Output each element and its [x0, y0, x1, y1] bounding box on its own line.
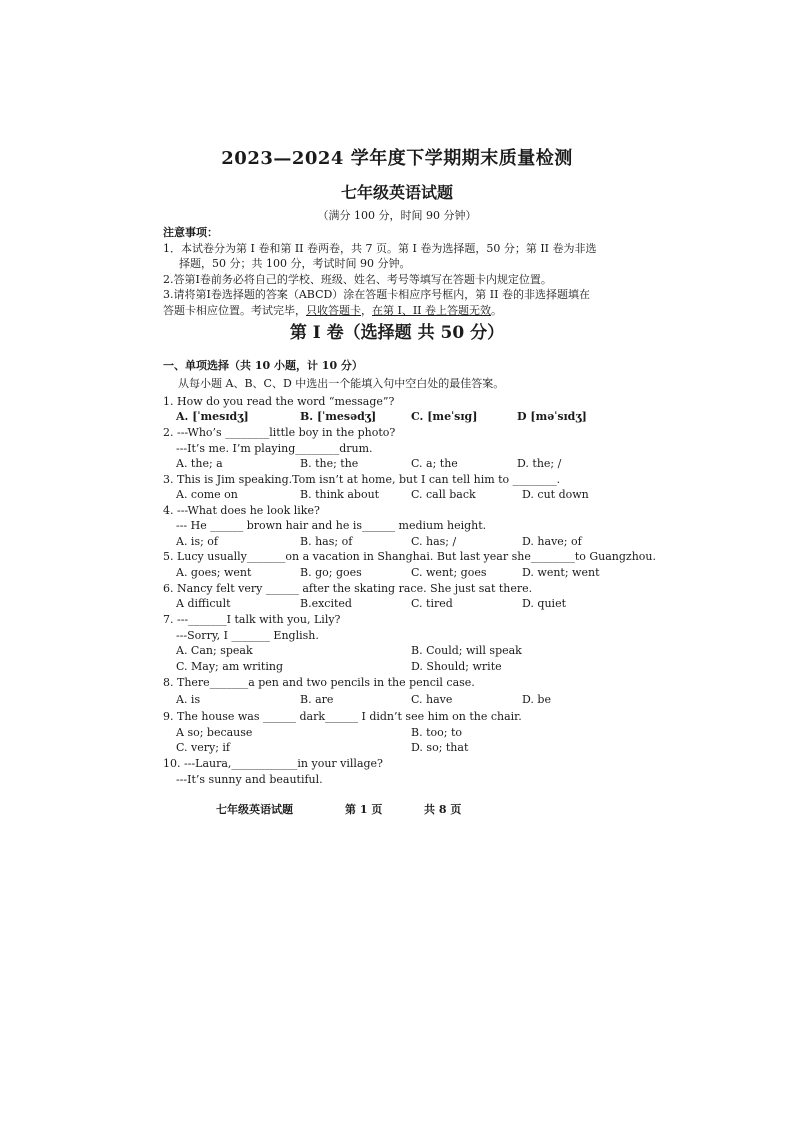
- q1-option-b: B. [ˈmesədʒ]: [300, 410, 377, 423]
- q6-option-d: D. quiet: [522, 597, 566, 610]
- notes-underlined-text: 只收答题卡: [306, 303, 361, 317]
- q9-option-c: C. very; if: [176, 741, 231, 754]
- notes-block: [163, 225, 623, 318]
- q1-option-d: D [məˈsɪdʒ]: [517, 410, 587, 423]
- question-6: 6. Nancy felt very ______ after the skating race. She just sat there.: [163, 582, 533, 595]
- q6-option-b: B.excited: [300, 597, 352, 610]
- q2-option-d: D. the; /: [517, 457, 562, 470]
- question-10-line-2: ---It’s sunny and beautiful.: [176, 773, 323, 786]
- q7-option-b: B. Could; will speak: [411, 644, 522, 657]
- q4-option-c: C. has; /: [411, 535, 457, 548]
- q4-option-d: D. have; of: [522, 535, 582, 548]
- q7-option-c: C. May; am writing: [176, 660, 283, 673]
- exam-subtitle: 七年级英语试题: [340, 183, 453, 202]
- q3-option-c: C. call back: [411, 488, 476, 501]
- question-4: 4. ---What does he look like?: [163, 504, 320, 517]
- q8-option-d: D. be: [522, 693, 551, 706]
- question-7: 7. ---_______I talk with you, Lily?: [163, 613, 341, 626]
- q3-option-b: B. think about: [300, 488, 380, 501]
- q9-option-b: B. too; to: [411, 726, 462, 739]
- question-10: 10. ---Laura,____________in your village?: [163, 757, 383, 770]
- question-5: 5. Lucy usually_______on a vacation in Shanghai. But last year she________to Guangzhou.: [163, 550, 657, 563]
- q5-option-a: A. goes; went: [176, 566, 252, 579]
- q9-option-d: D. so; that: [411, 741, 469, 754]
- notes-text: 答题卡相应位置。考试完毕，: [163, 303, 306, 317]
- q1-option-c: C. [meˈsɪɡ]: [411, 410, 478, 423]
- notes-item-1-line-2: 择题，50 分；共 100 分，考试时间 90 分钟。: [179, 257, 411, 270]
- notes-underlined-text: 在第 I、II 卷上答题无效: [372, 303, 492, 317]
- q8-option-c: C. have: [411, 693, 453, 706]
- question-2: 2. ---Who’s ________little boy in the photo?: [163, 426, 396, 439]
- q8-option-b: B. are: [300, 693, 334, 706]
- question-8: 8. There_______a pen and two pencils in the pencil case.: [163, 676, 475, 689]
- notes-item-1-line-1: 1．本试卷分为第 I 卷和第 II 卷两卷，共 7 页。第 I 卷为选择题，50 分；第 II 卷为非选: [163, 241, 597, 255]
- exam-meta: （满分 100 分，时间 90 分钟）: [317, 209, 477, 222]
- part-title: 第 I 卷（选择题 共 50 分）: [289, 323, 505, 343]
- notes-text: 。: [491, 303, 503, 317]
- question-7-line-2: ---Sorry, I _______ English.: [176, 629, 319, 642]
- question-1: 1. How do you read the word “message”?: [163, 395, 395, 408]
- q2-option-a: A. the; a: [176, 457, 223, 470]
- q7-option-d: D. Should; write: [411, 660, 502, 673]
- exam-title: 2023—2024 学年度下学期期末质量检测: [221, 148, 573, 169]
- question-2-line-2: ---It’s me. I’m playing________drum.: [176, 442, 373, 455]
- question-9: 9. The house was ______ dark______ I didn’t see him on the chair.: [163, 710, 522, 723]
- q2-option-c: C. a; the: [411, 457, 458, 470]
- section-heading: 一、单项选择（共 10 小题，计 10 分）: [163, 359, 363, 372]
- q6-option-a: A difficult: [176, 597, 231, 610]
- footer-page-number: 第 1 页: [345, 803, 383, 816]
- notes-heading: 注意事项：: [163, 226, 218, 239]
- q5-option-d: D. went; went: [522, 566, 600, 579]
- question-4-line-2: --- He ______ brown hair and he is______ medium height.: [176, 519, 487, 532]
- q1-option-a: A. [ˈmesɪdʒ]: [176, 410, 249, 423]
- q4-option-b: B. has; of: [300, 535, 353, 548]
- q5-option-c: C. went; goes: [411, 566, 487, 579]
- notes-text: ，: [361, 303, 372, 317]
- notes-item-3-line-1: 3.请将第I卷选择题的答案（ABCD）涂在答题卡相应序号框内，第 II 卷的非选择题填在: [163, 288, 590, 301]
- q4-option-a: A. is; of: [176, 535, 218, 548]
- question-3: 3. This is Jim speaking.Tom isn’t at home, but I can tell him to ________.: [163, 473, 561, 486]
- q5-option-b: B. go; goes: [300, 566, 362, 579]
- q8-option-a: A. is: [176, 693, 201, 706]
- q2-option-b: B. the; the: [300, 457, 359, 470]
- footer-total-pages: 共 8 页: [424, 803, 462, 816]
- footer-subject: 七年级英语试题: [216, 803, 293, 816]
- q3-option-a: A. come on: [176, 488, 238, 501]
- q9-option-a: A so; because: [176, 726, 253, 739]
- q6-option-c: C. tired: [411, 597, 453, 610]
- notes-item-3-line-2: [163, 303, 623, 319]
- notes-item-2: 2.答第I卷前务必将自己的学校、班级、姓名、考号等填写在答题卡内规定位置。: [163, 272, 552, 286]
- section-instruction: 从每小题 A、B、C、D 中选出一个能填入句中空白处的最佳答案。: [178, 377, 505, 390]
- q7-option-a: A. Can; speak: [176, 644, 253, 657]
- q3-option-d: D. cut down: [522, 488, 589, 501]
